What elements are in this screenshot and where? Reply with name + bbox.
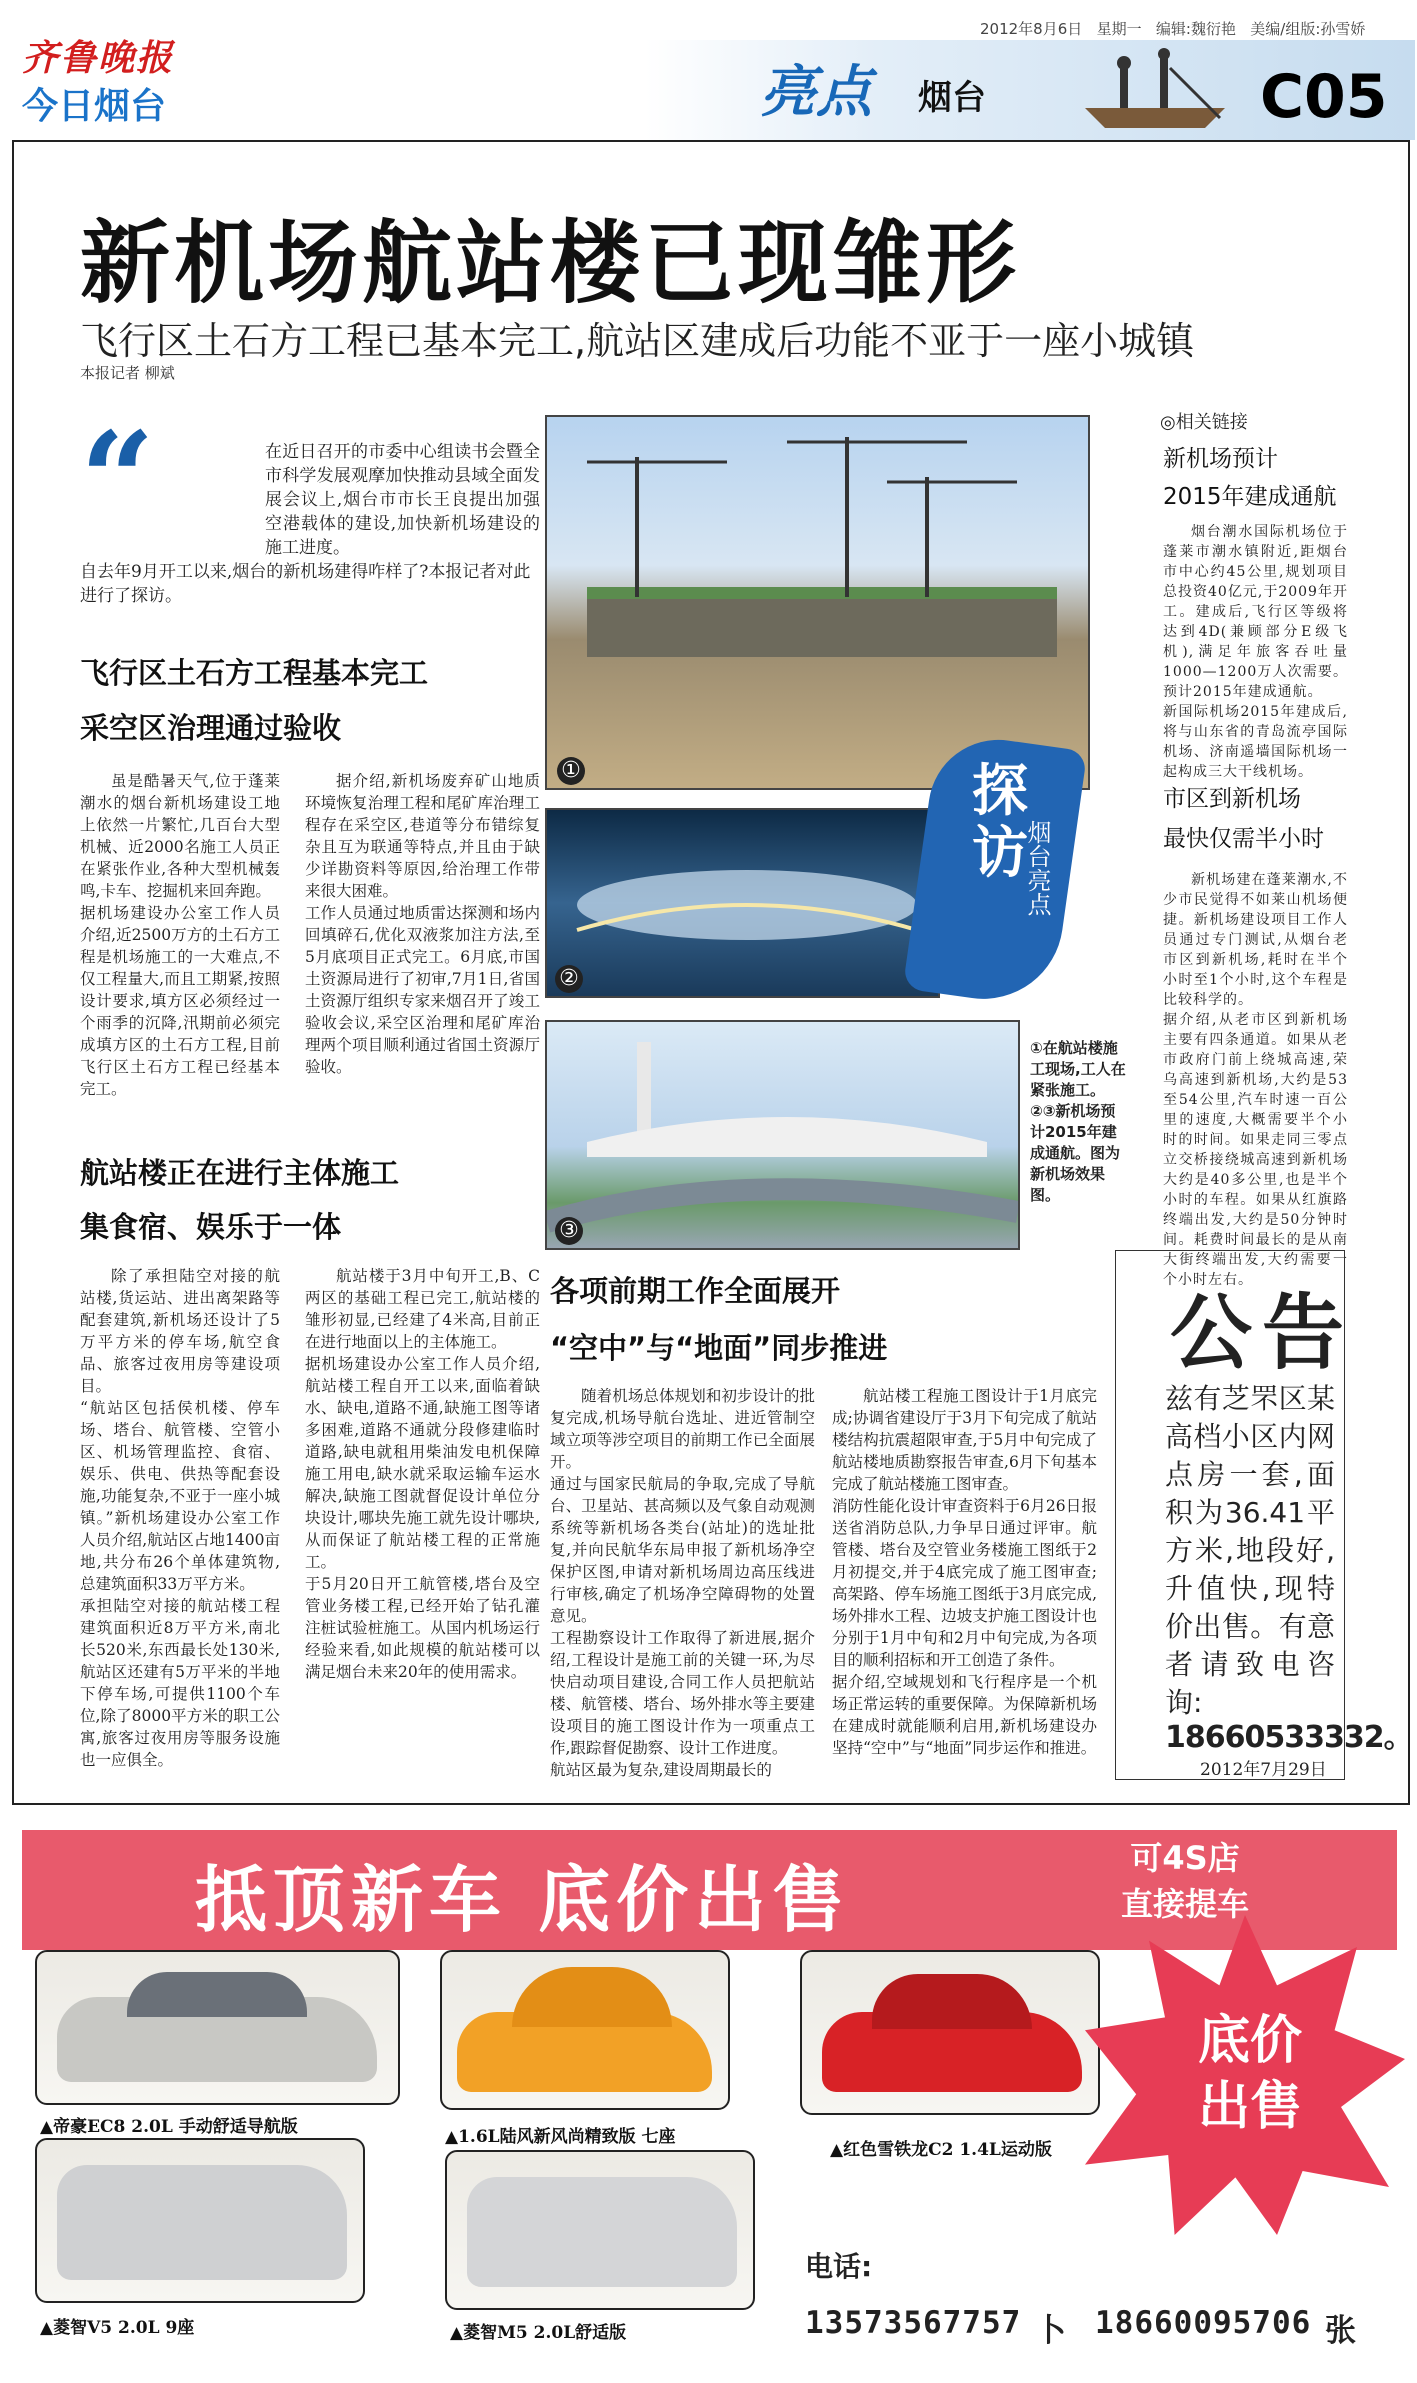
- price-star-text: [1170, 2008, 1330, 2140]
- car-label-5: ▲菱智M5 2.0L舒适版: [450, 2323, 627, 2343]
- construction-photo: [545, 415, 1090, 790]
- phone-separator: 卜: [1035, 2313, 1067, 2349]
- page-number: C05: [1260, 62, 1388, 132]
- sidebar-title-2: 市区到新机场: [1163, 786, 1301, 812]
- section1-title-2: 采空区治理通过验收: [80, 711, 342, 745]
- car-photo-3: [800, 1950, 1100, 2115]
- section3-title-2: “空中”与“地面”同步推进: [550, 1331, 888, 1365]
- edition-title: 今日烟台: [22, 86, 167, 127]
- headline: 新机场航站楼已现雏形: [80, 211, 1020, 316]
- quote-mark-icon: “: [80, 403, 155, 556]
- section1-title: 飞行区土石方工程基本完工: [80, 656, 429, 690]
- car-photo-2: [440, 1950, 730, 2110]
- designer-credit: 美编/组版:孙雪娇: [1250, 20, 1366, 38]
- photo-number-1: ①: [557, 757, 585, 785]
- phone-label: 电话:: [805, 2250, 873, 2283]
- section3-column-2: 航站楼工程施工图设计于1月底完成;协调省建设厅于3月下旬完成了航站楼结构抗震超限审查,于5月中旬完成了航站楼地质勘察报告审查,6月下旬基本完成了航站楼施工图审查。 消防性能化设计审查资料于6月26日报送省消防总队,力争早日通过评审。航管楼、塔台及空管业务楼施工图纸于2月初提交,并于4底完成了施工图审查;高架路、停车场施工图纸于3月底完成,场外排水工程、边坡支护施工图设计也分别于1月中旬和2月中旬完成,为各项目的顺利招标和开工创造了条件。 据介绍,空域规划和飞行程序是一个机场正常运转的重要保障。为保障新机场在建成时就能顺利启用,新机场建设办坚持“空中”与“地面”同步运作和推进。: [832, 1387, 1097, 1757]
- stamp-title: 探访: [972, 758, 1028, 886]
- ad-title: 抵顶新车 底价出售: [195, 1858, 851, 1942]
- car-photo-1: [35, 1950, 400, 2105]
- sidebar-body-1: 烟台潮水国际机场位于蓬莱市潮水镇附近,距烟台市中心约45公里,规划项目总投资40亿元,于2009年开工。建成后,飞行区等级将达到4D(兼顾部分E级飞机),满足年旅客吞吐量1000—1200万人次需要。预计2015年建成通航。 新国际机场2015年建成后,将与山东省的青岛流亭国际机场、济南遥墙国际机场一起构成三大干线机场。: [1163, 524, 1348, 780]
- sidebar-body-2: 新机场建在蓬莱潮水,不少市民觉得不如莱山机场便捷。新机场建设项目工作人员通过专门测试,从烟台老市区到新机场,耗时在半个小时至1个小时,这个车程是比较科学的。 据介绍,从老市区到新机场主要有四条通道。如果从老市政府门前上绕城高速,荣乌高速到新机场,大约是53至54公里,汽车时速一百公里的速度,大概需要半个小时的时间。如果走同三零点立交桥接绕城高速到新机场大约是40多公里,也是半个小时的车程。如果从红旗路终端出发,大约是50分钟时间。耗费时间最长的是从南大街终端出发,大约需要一个小时左右。: [1163, 872, 1348, 1288]
- car-photo-5: [445, 2150, 755, 2310]
- ad-subtitle: [1080, 1835, 1290, 1927]
- car-photo-4: [35, 2138, 365, 2303]
- masthead-logo: 齐鲁晚报: [22, 37, 175, 79]
- sidebar-title-1: 新机场预计: [1163, 446, 1278, 472]
- notice-body: 兹有芝罘区某高档小区内网点房一套,面积为36.41平方米,地段好,升值快,现特价出售。有意者请致电咨询:: [1165, 1382, 1335, 1719]
- boat-icon: [1080, 48, 1230, 133]
- byline: 本报记者 柳斌: [80, 364, 175, 382]
- notice-date: 2012年7月29日: [1200, 1760, 1327, 1780]
- section-name: 亮点: [760, 59, 872, 125]
- car-label-4: ▲菱智V5 2.0L 9座: [40, 2318, 195, 2338]
- phone-number-2: 18660095706: [1095, 2305, 1312, 2341]
- ad-subtitle-line-1: 可4S店: [1130, 1839, 1240, 1877]
- issue-date: 2012年8月6日: [980, 20, 1083, 38]
- airport-rendering-day: [545, 1020, 1020, 1250]
- stamp-subtitle: 烟台亮点: [1023, 820, 1051, 916]
- subheadline: 飞行区土石方工程已基本完工,航站区建成后功能不亚于一座小城镇: [80, 319, 1195, 363]
- car-label-1: ▲帝豪EC8 2.0L 手动舒适导航版: [40, 2117, 298, 2137]
- ad-subtitle-line-2: 直接提车: [1120, 1885, 1249, 1923]
- sidebar-title-1b: 2015年建成通航: [1163, 484, 1337, 510]
- section2-column-2: 航站楼于3月中旬开工,B、C两区的基础工程已完工,航站楼的雏形初显,已经建了4米高,目前正在进行地面以上的主体施工。 据机场建设办公室工作人员介绍,航站楼工程自开工以来,面临着缺水、缺电,道路不通,缺施工图等诸多困难,道路不通就分段修建临时道路,缺电就租用柴油发电机保障施工用电,缺水就采取运输车运水解决,缺施工图就督促设计单位分块设计,哪块先施工就先设计哪块,从而保证了航站楼工程的正常施工。 于5月20日开工航管楼,塔台及空管业务楼工程,已经开始了钻孔灌注桩试验桩施工。从国内机场运行经验来看,如此规模的航站楼可以满足烟台未来20年的使用需求。: [305, 1267, 540, 1681]
- car-label-2: ▲1.6L陆风新风尚精致版 七座: [445, 2127, 676, 2147]
- sidebar-title-2b: 最快仅需半小时: [1163, 826, 1324, 852]
- section1-column-2: 据介绍,新机场废弃矿山地质环境恢复治理工程和尾矿库治理工程存在采空区,巷道等分布错综复杂且互为联通等特点,并且由于缺少详勘资料等原因,给治理工作带来很大困难。 工作人员通过地质雷达探测和场内回填碎石,优化双液浆加注方法,至5月底项目正式完工。6月底,市国土资源局进行了初审,7月1日,省国土资源厅组织专家来烟召开了竣工验收会议,采空区治理和尾矿库治理两个项目顺利通过省国土资源厅验收。: [305, 772, 540, 1076]
- notice-title: 公告: [1170, 1286, 1355, 1381]
- contact-name: 张: [1325, 2313, 1357, 2349]
- photo-number-2: ②: [555, 965, 583, 993]
- section-city: 烟台: [918, 78, 986, 118]
- price-star-line-2: 出售: [1197, 2077, 1302, 2137]
- section3-title: 各项前期工作全面展开: [550, 1274, 841, 1308]
- section2-title: 航站楼正在进行主体施工: [80, 1156, 400, 1190]
- section2-column-1: 除了承担陆空对接的航站楼,货运站、进出离架路等配套建筑,新机场还设计了5万平方米的停车场,航空食品、旅客过夜用房等建设项目。 “航站区包括侯机楼、停车场、塔台、航管楼、空管小区、机场管理监控、食宿、娱乐、供电、供热等配套设施,功能复杂,不亚于一座小城镇。”新机场建设办公室工作人员介绍,航站区占地1400亩地,共分布26个单体建筑物,总建筑面积33万平方米。 承担陆空对接的航站楼工程建筑面积近8万平方米,南北长520米,东西最长处130米,航站区还建有5万平米的半地下停车场,可提供1100个车位,除了8000平方米的职工公寓,旅客过夜用房等服务设施也一应俱全。: [80, 1267, 280, 1769]
- airport-rendering-night: [545, 808, 940, 998]
- section2-title-2: 集食宿、娱乐于一体: [80, 1210, 342, 1244]
- editor-credit: 编辑:魏衍艳: [1155, 20, 1236, 38]
- header-meta: [980, 18, 1365, 39]
- lead-paragraph-2: 自去年9月开工以来,烟台的新机场建得咋样了?本报记者对此进行了探访。: [80, 562, 531, 606]
- notice-phone: 18660533332。: [1165, 1720, 1413, 1755]
- price-star-line-1: 底价: [1197, 2011, 1302, 2071]
- lead-paragraph: 在近日召开的市委中心组读书会暨全市科学发展观摩加快推动县域全面发展会议上,烟台市市长王良提出加强空港载体的建设,加快新机场建设的施工进度。: [265, 442, 540, 558]
- photo-caption: ①在航站楼施工现场,工人在紧张施工。 ②③新机场预计2015年建成通航。图为新机场效果图。: [1030, 1039, 1126, 1204]
- issue-weekday: 星期一: [1096, 20, 1142, 38]
- section1-column-1: 虽是酷暑天气,位于蓬莱潮水的烟台新机场建设工地上依然一片繁忙,几百台大型机械、近2000名施工人员正在紧张作业,各种大型机械轰鸣,卡车、挖掘机来回奔跑。 据机场建设办公室工作人员介绍,近2500万方的土石方工程是机场施工的一大难点,不仅工程量大,而且工期紧,按照设计要求,填方区必须经过一个雨季的沉降,汛期前必须完成填方区的土石方工程,目前飞行区土石方工程已经基本完工。: [80, 772, 280, 1098]
- section3-column-1: 随着机场总体规划和初步设计的批复完成,机场导航台选址、进近管制空域立项等涉空项目的前期工作已全面展开。 通过与国家民航局的争取,完成了导航台、卫星站、甚高频以及气象自动观测系统等新机场各类台(站址)的选址批复,并向民航华东局申报了新机场净空保护区图,申请对新机场周边高压线进行审核,确定了机场净空障碍物的处置意见。 工程勘察设计工作取得了新进展,据介绍,工程设计是施工前的关键一环,为尽快启动项目建设,合同工作人员把航站楼、航管楼、塔台、场外排水等主要建设项目的施工图设计作为一项重点工作,跟踪督促勘察、设计工作进度。 航站区最为复杂,建设周期最长的: [550, 1387, 815, 1779]
- photo-number-3: ③: [555, 1217, 583, 1245]
- car-label-3: ▲红色雪铁龙C2 1.4L运动版: [830, 2140, 1052, 2160]
- related-links-label: ◎相关链接: [1160, 412, 1248, 433]
- phone-number-1: 13573567757: [805, 2305, 1022, 2341]
